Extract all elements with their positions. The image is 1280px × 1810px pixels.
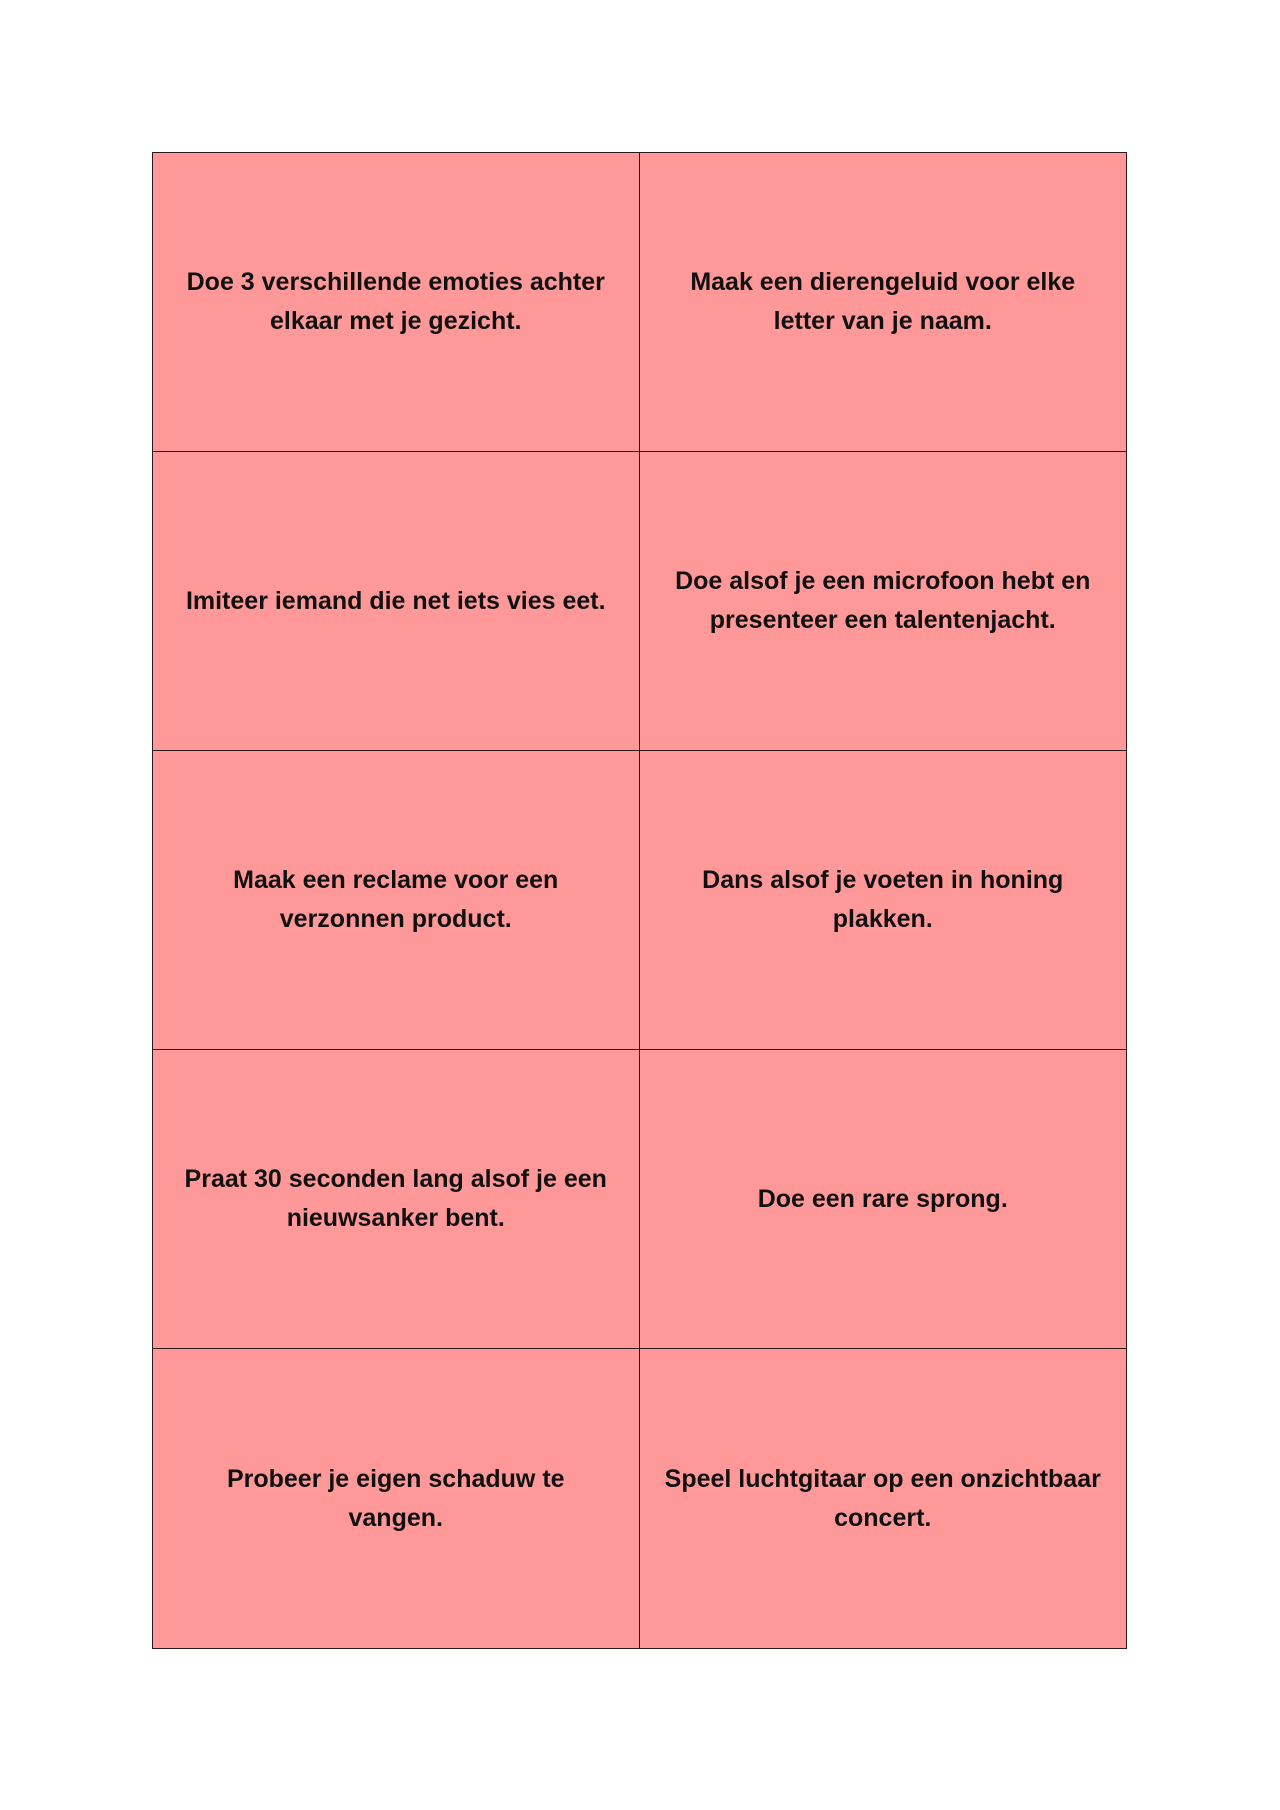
card	[153, 452, 640, 751]
card-text: Maak een reclame voor een verzonnen product.	[233, 866, 559, 933]
card-grid	[152, 152, 1127, 1649]
card	[640, 751, 1127, 1050]
card	[153, 1349, 640, 1648]
card-text: Maak een dierengeluid voor elke letter van je naam.	[690, 268, 1076, 335]
card-text: Dans alsof je voeten in honing plakken.	[702, 866, 1064, 933]
card	[640, 452, 1127, 751]
card-text: Speel luchtgitaar op een onzichtbaar concert.	[664, 1464, 1101, 1532]
card	[640, 153, 1127, 452]
card-text: Probeer je eigen schaduw te vangen.	[226, 1464, 565, 1532]
card-text: Doe een rare sprong.	[757, 1184, 1008, 1213]
card-text: Praat 30 seconden lang alsof je een nieuwsanker bent.	[184, 1165, 607, 1232]
card	[153, 1050, 640, 1349]
card-text: Doe alsof je een microfoon hebt en presenteer een talentenjacht.	[675, 567, 1091, 634]
card	[640, 1050, 1127, 1349]
card	[640, 1349, 1127, 1648]
card-text: Imiteer iemand die net iets vies eet.	[185, 586, 606, 615]
card	[153, 751, 640, 1050]
card	[153, 153, 640, 452]
card-text: Doe 3 verschillende emoties achter elkaar met je gezicht.	[186, 268, 605, 335]
